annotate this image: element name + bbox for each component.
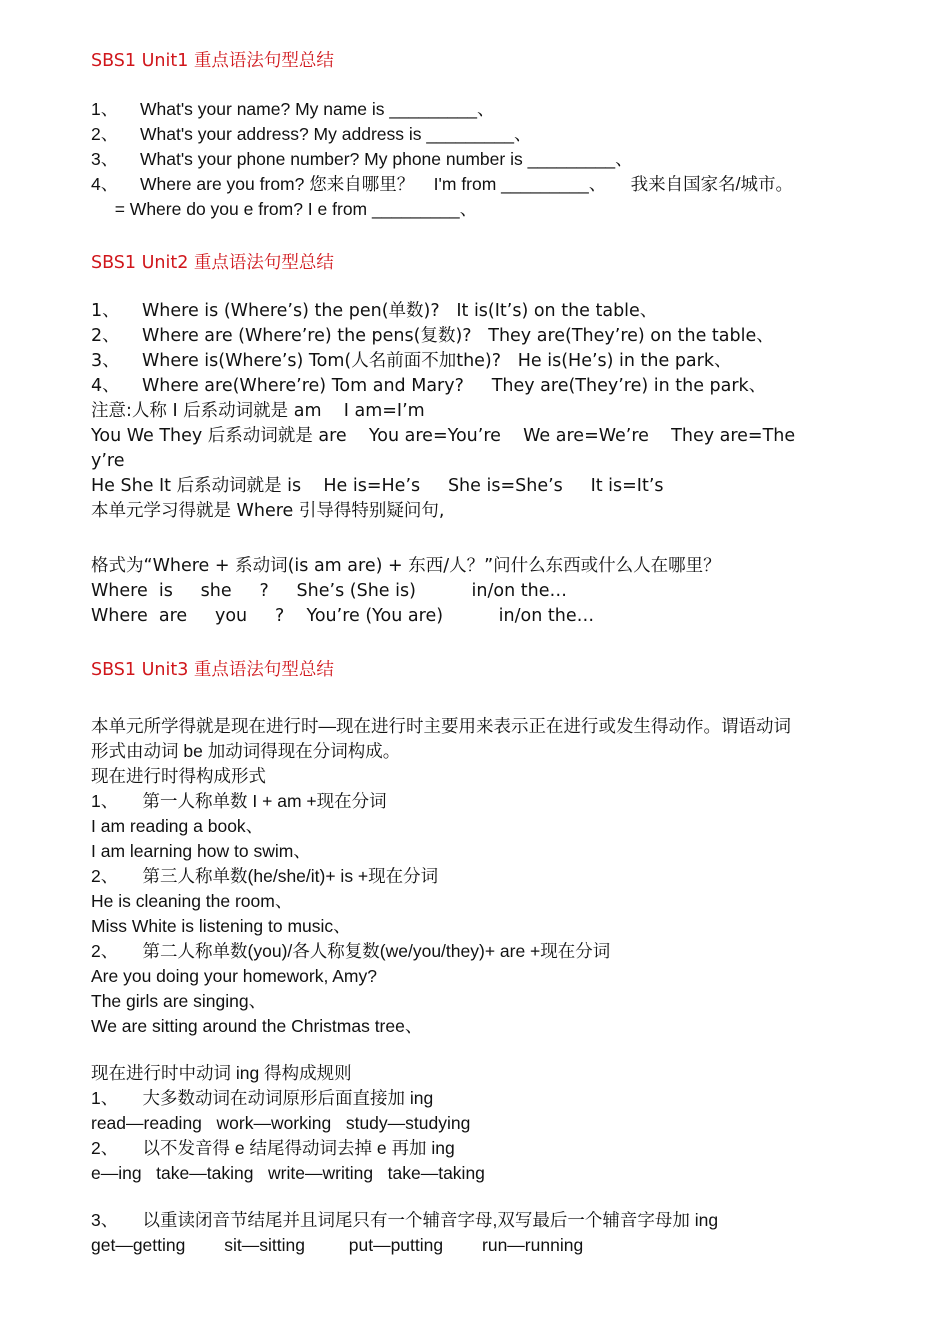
ing-rule-2: 2、 以不发音得 e 结尾得动词去掉 e 再加 ing	[91, 1138, 455, 1158]
unit2-heading: SBS1 Unit2 重点语法句型总结	[91, 253, 334, 273]
unit3-line-8: He is cleaning the room、	[91, 891, 293, 911]
unit1-heading: SBS1 Unit1 重点语法句型总结	[91, 51, 334, 71]
unit3-line-10: 2、 第二人称单数(you)/各人称复数(we/you/they)+ are +现在分词	[91, 941, 611, 961]
unit2-item-1: 1、 Where is (Where’s) the pen(单数)? It is(It’s) on the table、	[91, 301, 658, 321]
unit2-format-1: 格式为“Where + 系动词(is am are) + 东西/人？”问什么东西或什么人在哪里？	[91, 556, 721, 576]
unit3-line-3: 现在进行时得构成形式	[91, 766, 266, 786]
unit2-item-2: 2、 Where are (Where’re) the pens(复数)? They are(They’re) on the table、	[91, 326, 774, 346]
unit3-line-2: 形式由动词 be 加动词得现在分词构成。	[91, 741, 401, 761]
unit1-item-4: 4、 Where are you from? 您来自哪里？ I'm from _________、 我来自国家名/城市。	[91, 174, 793, 194]
unit1-item-1: 1、 What's your name? My name is _________、	[91, 99, 495, 119]
unit2-note-1: 注意:人称 I 后系动词就是 am I am=I’m	[91, 401, 425, 421]
unit1-item-2: 2、 What's your address? My address is _________、	[91, 124, 532, 144]
unit3-line-5: I am reading a book、	[91, 816, 264, 836]
unit1-extra: = Where do you e from? I e from _________、	[105, 199, 478, 219]
unit2-note-4: He She It 后系动词就是 is He is=He’s She is=She’s It is=It’s	[91, 476, 664, 496]
ing-rule-2-examples: e—ing take—taking write—writing take—taking	[91, 1163, 485, 1183]
ing-rule-1-examples: read—reading work—working study—studying	[91, 1113, 471, 1133]
unit3-line-9: Miss White is listening to music、	[91, 916, 351, 936]
unit1-item-3: 3、 What's your phone number? My phone number is _________、	[91, 149, 633, 169]
unit3-line-13: We are sitting around the Christmas tree、	[91, 1016, 423, 1036]
unit3-heading: SBS1 Unit3 重点语法句型总结	[91, 660, 334, 680]
unit3-line-6: I am learning how to swim、	[91, 841, 311, 861]
unit3-line-4: 1、 第一人称单数 I + am +现在分词	[91, 791, 387, 811]
unit2-item-3: 3、 Where is(Where’s) Tom(人名前面不加the)? He is(He’s) in the park、	[91, 351, 732, 371]
ing-rule-3: 3、 以重读闭音节结尾并且词尾只有一个辅音字母,双写最后一个辅音字母加 ing	[91, 1210, 719, 1230]
unit2-format-3: Where are you ? You’re (You are) in/on the…	[91, 606, 595, 626]
unit3-line-1: 本单元所学得就是现在进行时—现在进行时主要用来表示正在进行或发生得动作。谓语动词	[91, 716, 791, 736]
ing-rule-3-examples: get—getting sit—sitting put—putting run—running	[91, 1235, 584, 1255]
unit2-item-4: 4、 Where are(Where’re) Tom and Mary? They are(They’re) in the park、	[91, 376, 767, 396]
unit2-note-3: y’re	[91, 451, 125, 471]
unit2-note-5: 本单元学习得就是 Where 引导得特别疑问句,	[91, 501, 445, 521]
unit3-line-11: Are you doing your homework, Amy?	[91, 966, 377, 986]
ing-rule-1: 1、 大多数动词在动词原形后面直接加 ing	[91, 1088, 434, 1108]
ing-rules-title: 现在进行时中动词 ing 得构成规则	[91, 1063, 352, 1083]
unit2-note-2: You We They 后系动词就是 are You are=You’re We are=We’re They are=The	[91, 426, 796, 446]
unit2-format-2: Where is she ? She’s (She is) in/on the…	[91, 581, 567, 601]
unit3-line-7: 2、 第三人称单数(he/she/it)+ is +现在分词	[91, 866, 439, 886]
unit3-line-12: The girls are singing、	[91, 991, 267, 1011]
